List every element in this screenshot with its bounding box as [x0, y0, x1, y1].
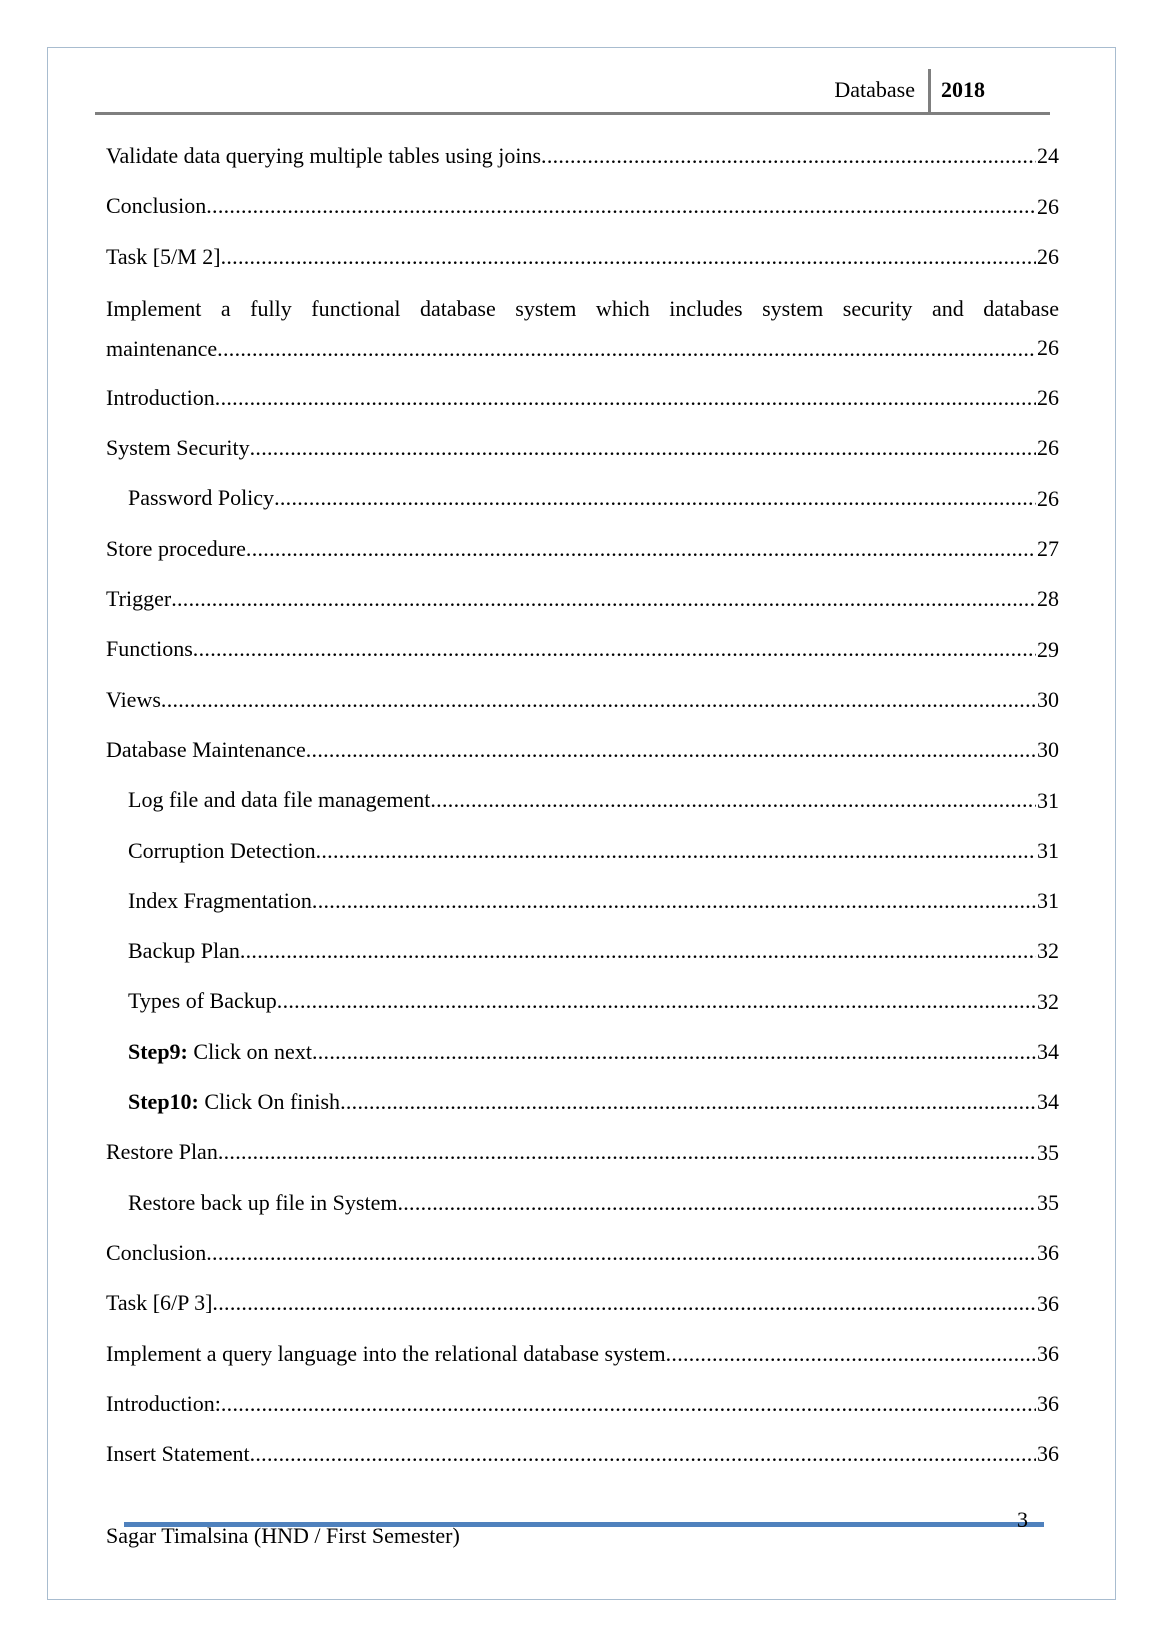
toc-entry-page: 36: [1036, 1436, 1059, 1472]
toc-entry-page: 35: [1036, 1135, 1059, 1171]
toc-entry-page: 26: [1036, 430, 1059, 466]
toc-entry[interactable]: [106, 138, 1059, 188]
header-divider: [928, 69, 931, 112]
toc-entry-page: 34: [1036, 1034, 1059, 1070]
toc-entry-title: Index Fragmentation .....: [106, 883, 1059, 919]
toc-entry-page: 35: [1036, 1185, 1059, 1221]
toc-entry-title: Types of Backup .....: [106, 983, 1059, 1019]
header-subject: Database: [834, 77, 915, 102]
toc-entry-page: 32: [1036, 933, 1059, 969]
toc-entry-title: Task [6/P 3] .....: [106, 1285, 1059, 1321]
toc-entry[interactable]: [106, 188, 1059, 238]
toc-entry-title: Store procedure .....: [106, 531, 1059, 567]
table-of-contents: [106, 138, 1059, 1486]
toc-entry-title: Trigger .....: [106, 581, 1059, 617]
toc-entry[interactable]: [106, 983, 1059, 1033]
toc-entry[interactable]: [106, 782, 1059, 832]
toc-entry-page: 34: [1036, 1084, 1059, 1120]
toc-entry[interactable]: [106, 239, 1059, 289]
toc-entry-page: 27: [1036, 531, 1059, 567]
toc-entry[interactable]: [106, 631, 1059, 681]
toc-entry-page: 28: [1036, 581, 1059, 617]
toc-entry[interactable]: [106, 1235, 1059, 1285]
toc-entry[interactable]: [106, 430, 1059, 480]
toc-entry-page: 36: [1036, 1286, 1059, 1322]
toc-entry[interactable]: [106, 732, 1059, 782]
toc-entry-page: 32: [1036, 984, 1059, 1020]
toc-entry-title: Conclusion .....: [106, 188, 1059, 224]
toc-entry-title: Database Maintenance .....: [106, 732, 1059, 768]
footer-author: Sagar Timalsina (HND / First Semester): [106, 1523, 460, 1548]
toc-entry[interactable]: [106, 480, 1059, 530]
toc-entry-page: 31: [1036, 833, 1059, 869]
toc-entry-page: 36: [1036, 1235, 1059, 1271]
toc-entry-title: Conclusion .....: [106, 1235, 1059, 1271]
toc-entry[interactable]: [106, 1134, 1059, 1184]
toc-entry[interactable]: [106, 1084, 1059, 1134]
toc-entry[interactable]: [106, 1336, 1059, 1386]
toc-entry-page: 26: [1036, 481, 1059, 517]
toc-entry-title: Implement a fully functional database system which includes system security and database: [106, 295, 1059, 321]
toc-entry-page: 26: [1036, 380, 1059, 416]
footer-page-number: 3: [1017, 1507, 1028, 1532]
toc-entry-page: 31: [1036, 783, 1059, 819]
toc-entry[interactable]: [106, 682, 1059, 732]
toc-entry-page: 24: [1036, 138, 1059, 174]
toc-entry-title: Password Policy .....: [106, 480, 1059, 516]
toc-entry-title: Backup Plan .....: [106, 933, 1059, 969]
toc-entry-title: [106, 1084, 1059, 1120]
toc-entry[interactable]: [106, 581, 1059, 631]
toc-entry-title: Task [5/M 2] .....: [106, 239, 1059, 275]
step-label: Step10:: [128, 1089, 199, 1115]
toc-entry-title: Insert Statement .....: [106, 1436, 1059, 1472]
toc-entry-title: Implement a query language into the relational database system .....: [106, 1336, 1059, 1372]
toc-entry[interactable]: [106, 289, 1059, 380]
toc-entry-title: [106, 1034, 1059, 1070]
toc-entry-title: Restore Plan .....: [106, 1134, 1059, 1170]
step-label: Step9:: [128, 1038, 188, 1064]
toc-entry-title: Views .....: [106, 682, 1059, 718]
toc-entry[interactable]: [106, 1386, 1059, 1436]
toc-entry[interactable]: [106, 933, 1059, 983]
toc-entry-title: System Security .....: [106, 430, 1059, 466]
toc-entry-page: 31: [1036, 883, 1059, 919]
toc-entry-title: Restore back up file in System .....: [106, 1185, 1059, 1221]
toc-entry-page: 26: [1036, 239, 1059, 275]
toc-entry-page: 30: [1036, 732, 1059, 768]
toc-entry[interactable]: [106, 883, 1059, 933]
toc-entry[interactable]: [106, 531, 1059, 581]
toc-entry-page: 26: [1036, 189, 1059, 225]
step-text: Click On finish: [198, 1089, 341, 1115]
toc-entry[interactable]: [106, 1285, 1059, 1335]
toc-entry[interactable]: [106, 380, 1059, 430]
toc-entry-page: 29: [1036, 632, 1059, 668]
toc-entry-title: Introduction .....: [106, 380, 1059, 416]
toc-entry-title: Corruption Detection .....: [106, 833, 1059, 869]
toc-entry-title-continued: maintenance .....: [106, 329, 1059, 369]
header-year: 2018: [941, 77, 985, 102]
toc-entry-title: Functions .....: [106, 631, 1059, 667]
toc-entry[interactable]: [106, 1034, 1059, 1084]
toc-entry-page: 36: [1036, 1386, 1059, 1422]
toc-entry-title: Introduction: .....: [106, 1386, 1059, 1422]
toc-entry-title: Validate data querying multiple tables using joins .....: [106, 138, 1059, 174]
toc-entry-page: 26: [1036, 330, 1059, 366]
toc-entry-page: 30: [1036, 682, 1059, 718]
toc-entry[interactable]: [106, 833, 1059, 883]
toc-entry-page: 36: [1036, 1336, 1059, 1372]
toc-entry[interactable]: [106, 1185, 1059, 1235]
page-header: [95, 69, 1050, 115]
toc-entry[interactable]: [106, 1436, 1059, 1486]
toc-entry-title: Log file and data file management .....: [106, 782, 1059, 818]
step-text: Click on next: [187, 1038, 312, 1064]
